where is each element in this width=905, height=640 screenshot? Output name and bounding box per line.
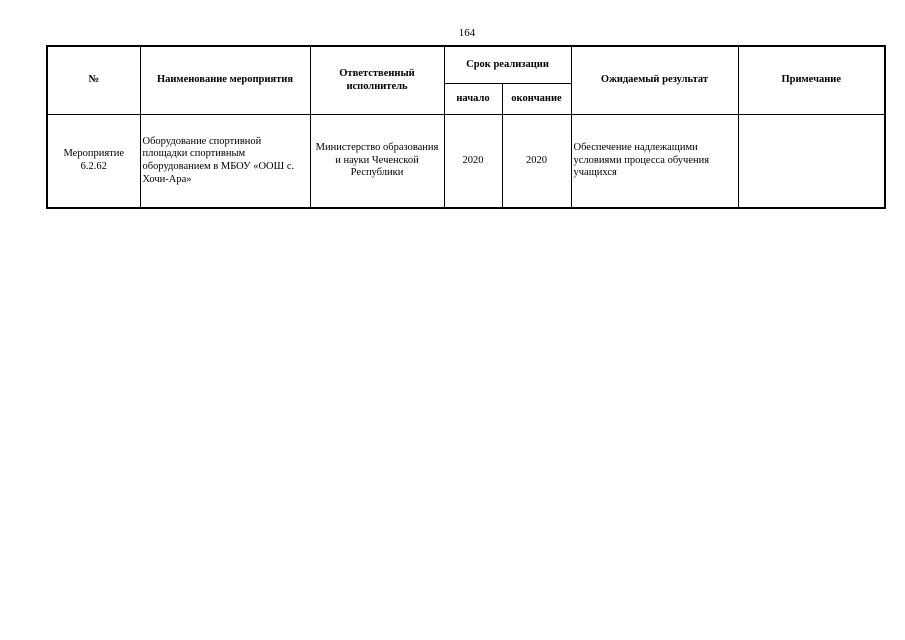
cell-end: 2020 (502, 115, 571, 209)
cell-number: Мероприятие 6.2.62 (47, 115, 140, 209)
header-end: окончание (502, 84, 571, 115)
cell-event-name: Оборудование спортивной площадки спортивным оборудованием в МБОУ «ООШ с. Хочи-Ара» (140, 115, 310, 209)
header-start: начало (444, 84, 502, 115)
header-event-name: Наименование мероприятия (140, 46, 310, 115)
activities-table (46, 45, 886, 209)
header-note: Примечание (738, 46, 885, 115)
page-number: 164 (458, 27, 476, 39)
table-header-row (47, 46, 885, 84)
cell-responsible: Министерство образования и науки Чеченской Республики (310, 115, 444, 209)
cell-start: 2020 (444, 115, 502, 209)
table-row (47, 115, 885, 209)
cell-note (738, 115, 885, 209)
header-responsible: Ответственный исполнитель (310, 46, 444, 115)
header-expected-result: Ожидаемый результат (571, 46, 738, 115)
header-term: Срок реализации (444, 46, 571, 84)
header-number: № (47, 46, 140, 115)
cell-expected-result: Обеспечение надлежащими условиями процесса обучения учащихся (571, 115, 738, 209)
